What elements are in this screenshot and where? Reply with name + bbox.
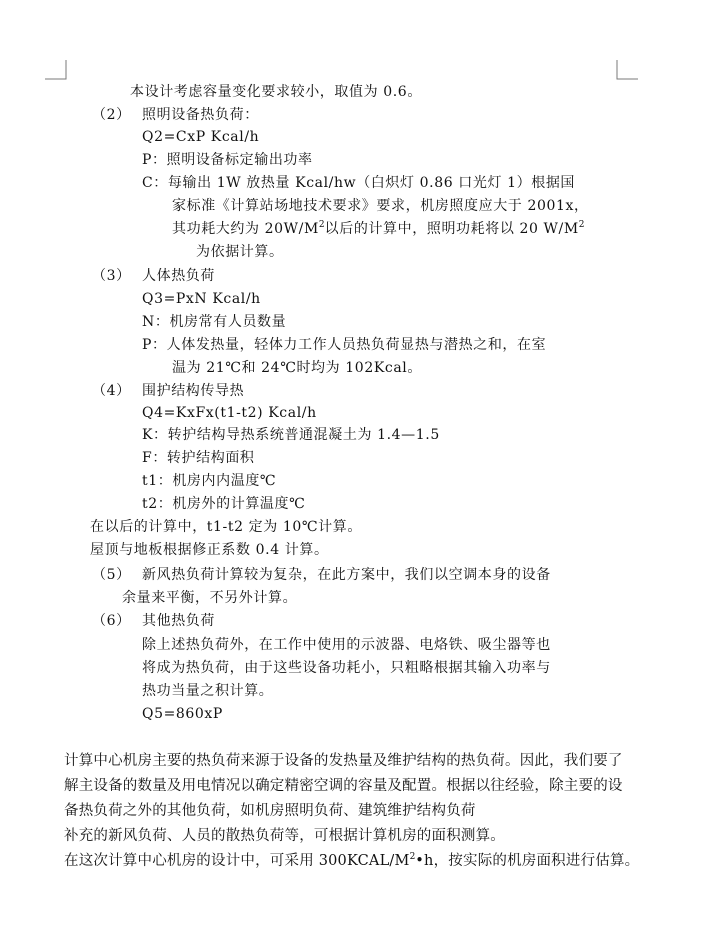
text-line: F：转护结构面积: [142, 450, 255, 466]
text-line: P：人体发热量，轻体力工作人员热负荷显热与潜热之和，在室: [142, 337, 547, 353]
paragraph-line: 备热负荷之外的其他负荷，如机房照明负荷、建筑维护结构负荷: [64, 803, 476, 819]
text-span: 以后的计算中，照明功耗将以 20 W/M: [324, 221, 579, 237]
text-line: 新风热负荷计算较为复杂，在此方案中，我们以空调本身的设备: [142, 567, 551, 583]
text-span: •h，按实际的机房面积进行估算。: [415, 853, 640, 869]
text-line: 热功当量之积计算。: [142, 683, 274, 699]
section-number: （3）: [92, 268, 131, 284]
formula: Q4=KxFx(t1-t2) Kcal/h: [142, 405, 317, 421]
section-heading: 其他热负荷: [142, 613, 215, 629]
text-line: 将成为热负荷，由于这些设备功耗小，只粗略根据其输入功率与: [142, 660, 551, 676]
top-left-corner-mark: [45, 60, 66, 79]
text-span: 在这次计算中心机房的设计中，可采用 300KCAL/M: [64, 853, 410, 869]
top-right-corner-mark: [617, 60, 638, 79]
text-line: 本设计考虑容量变化要求较小，取值为 0.6。: [130, 84, 422, 100]
paragraph-line: [64, 851, 639, 871]
text-line: N：机房常有人员数量: [142, 314, 287, 330]
formula: Q2=CxP Kcal/h: [142, 129, 260, 145]
formula: Q3=PxN Kcal/h: [142, 291, 261, 307]
section-number: （6）: [92, 613, 131, 629]
section-number: （4）: [92, 383, 131, 399]
text-line: 温为 21℃和 24℃时均为 102Kcal。: [172, 360, 422, 376]
section-heading: 人体热负荷: [142, 268, 215, 284]
text-line: 屋顶与地板根据修正系数 0.4 计算。: [90, 542, 329, 558]
text-line: C：每输出 1W 放热量 Kcal/hw（白炽灯 0.86 口光灯 1）根据国: [142, 175, 576, 191]
superscript: 2: [409, 852, 416, 862]
paragraph-line: 解主设备的数量及用电情况以确定精密空调的容量及配置。根据以往经验，除主要的设: [64, 778, 623, 794]
section-heading: 照明设备热负荷：: [142, 107, 259, 123]
text-line: 为依据计算。: [196, 244, 284, 260]
text-line: t2：机房外的计算温度℃: [142, 496, 306, 512]
text-line: K：转护结构导热系统普通混凝土为 1.4—1.5: [142, 427, 440, 443]
section-heading: 围护结构传导热: [142, 383, 245, 399]
section-number: （5）: [92, 567, 131, 583]
formula: Q5=860xP: [142, 706, 223, 722]
text-line: 家标准《计算站场地技术要求》要求，机房照度应大于 2001x，: [172, 198, 589, 214]
text-line: 余量来平衡，不另外计算。: [122, 590, 298, 606]
text-line: 在以后的计算中，t1-t2 定为 10℃计算。: [90, 519, 362, 535]
paragraph-line: 补充的新风负荷、人员的散热负荷等，可根据计算机房的面积测算。: [64, 828, 505, 844]
text-line: t1：机房内内温度℃: [142, 473, 277, 489]
text-line: [172, 219, 585, 239]
text-line: P：照明设备标定输出功率: [142, 152, 313, 168]
paragraph-line: 计算中心机房主要的热负荷来源于设备的发热量及维护结构的热负荷。因此，我们要了: [64, 753, 623, 769]
superscript: 2: [318, 220, 325, 230]
superscript: 2: [578, 220, 585, 230]
text-span: 其功耗大约为 20W/M: [172, 221, 319, 237]
text-line: 除上述热负荷外，在工作中使用的示波器、电烙铁、吸尘器等也: [142, 637, 551, 653]
section-number: （2）: [92, 107, 131, 123]
